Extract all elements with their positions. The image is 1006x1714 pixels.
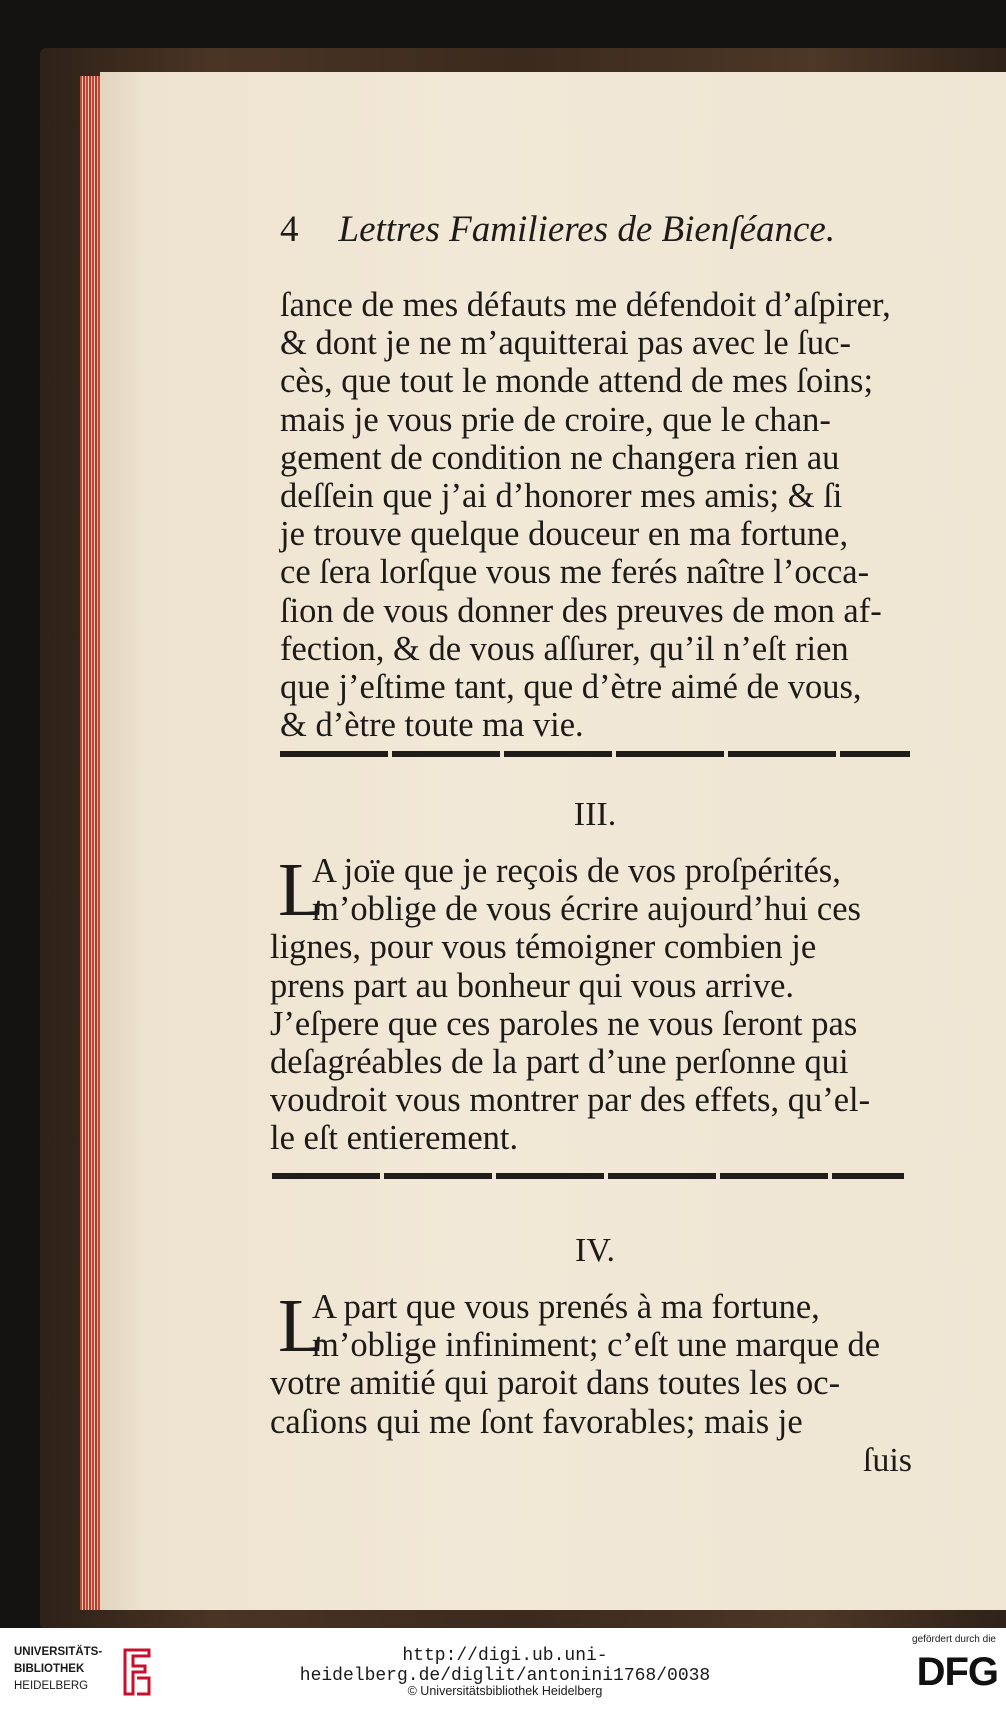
library-line: BIBLIOTHEK bbox=[14, 1663, 85, 1675]
funder-note: gefördert durch die bbox=[912, 1634, 996, 1645]
text-line: prens part au bonheur qui vous arrive. bbox=[270, 966, 795, 1005]
page-url-link[interactable]: http://digi.ub.uni-heidelberg.de/diglit/antonini1768/0038 bbox=[299, 1646, 711, 1686]
running-head bbox=[280, 208, 910, 251]
letter-body bbox=[270, 848, 915, 1158]
letter-iv bbox=[270, 1284, 915, 1441]
text-line: ce ſera lorſque vous me ferés naître l’occa- bbox=[280, 553, 870, 592]
text-line: A joïe que je reçois de vos proſpérités, bbox=[312, 852, 841, 890]
letter-heading-iv: IV. bbox=[575, 1232, 615, 1269]
library-line: UNIVERSITÄTS- bbox=[14, 1646, 103, 1658]
text-line: voudroit vous montrer par des effets, qu’el- bbox=[270, 1081, 871, 1120]
dfg-logo[interactable] bbox=[884, 1634, 1000, 1708]
footer-bar bbox=[0, 1628, 1006, 1714]
running-title: Lettres Familieres de Bienſéance. bbox=[338, 209, 836, 250]
page-edges-red bbox=[80, 76, 102, 1610]
letter-body bbox=[270, 1284, 915, 1441]
text-line: & dont je ne m’aquitterai pas avec le ſuc- bbox=[280, 324, 851, 363]
text-line: m’oblige infiniment; c’eſt une marque de bbox=[312, 1326, 881, 1365]
ornamental-rule bbox=[280, 751, 910, 757]
library-logo[interactable] bbox=[14, 1642, 174, 1702]
text-line: caſions qui me ſont favorables; mais je bbox=[270, 1402, 803, 1441]
text-line: le eſt entierement. bbox=[270, 1119, 519, 1158]
text-line: mais je vous prie de croire, que le chan- bbox=[280, 400, 831, 439]
letter-iii bbox=[270, 848, 915, 1158]
text-line: ſance de mes défauts me défendoit d’aſpirer, bbox=[280, 286, 891, 324]
text-line: lignes, pour vous témoigner combien je bbox=[270, 928, 817, 967]
drop-cap: L bbox=[278, 848, 325, 932]
text-line: je trouve quelque douceur en ma fortune, bbox=[280, 515, 849, 554]
letter-heading-iii: III. bbox=[573, 796, 617, 833]
text-line: deſſein que j’ai d’honorer mes amis; & ſi bbox=[280, 477, 843, 516]
text-line: fection, & de vous aſſurer, qu’il n’eſt rien bbox=[280, 629, 849, 668]
text-line: deſagréables de la part d’une perſonne qui bbox=[270, 1043, 849, 1082]
ub-heidelberg-logo-icon bbox=[119, 1646, 155, 1698]
text-line: & d’ètre toute ma vie. bbox=[280, 706, 584, 745]
text-line: ſion de vous donner des preuves de mon af- bbox=[280, 591, 882, 630]
catchword: ſuis bbox=[862, 1442, 912, 1479]
ornamental-rule bbox=[272, 1173, 904, 1179]
text-line: gement de condition ne changera rien au bbox=[280, 438, 840, 477]
continued-text bbox=[280, 286, 910, 744]
page-number: 4 bbox=[280, 209, 299, 250]
text-line: cès, que tout le monde attend de mes ſoins; bbox=[280, 362, 874, 401]
library-logo-text bbox=[14, 1644, 102, 1695]
copyright-notice: © Universitätsbibliothek Heidelberg bbox=[407, 1684, 603, 1698]
text-line: J’eſpere que ces paroles ne vous ſeront pas bbox=[270, 1004, 858, 1043]
drop-cap: L bbox=[278, 1284, 325, 1368]
text-line: m’oblige de vous écrire aujourd’hui ces bbox=[312, 890, 861, 929]
library-line: HEIDELBERG bbox=[14, 1680, 89, 1692]
text-line: A part que vous prenés à ma fortune, bbox=[312, 1288, 820, 1326]
text-line: votre amitié qui paroit dans toutes les oc- bbox=[270, 1364, 841, 1403]
text-line: que j’eſtime tant, que d’ètre aimé de vous, bbox=[280, 668, 862, 707]
dfg-logo-text: DFG bbox=[916, 1650, 998, 1694]
